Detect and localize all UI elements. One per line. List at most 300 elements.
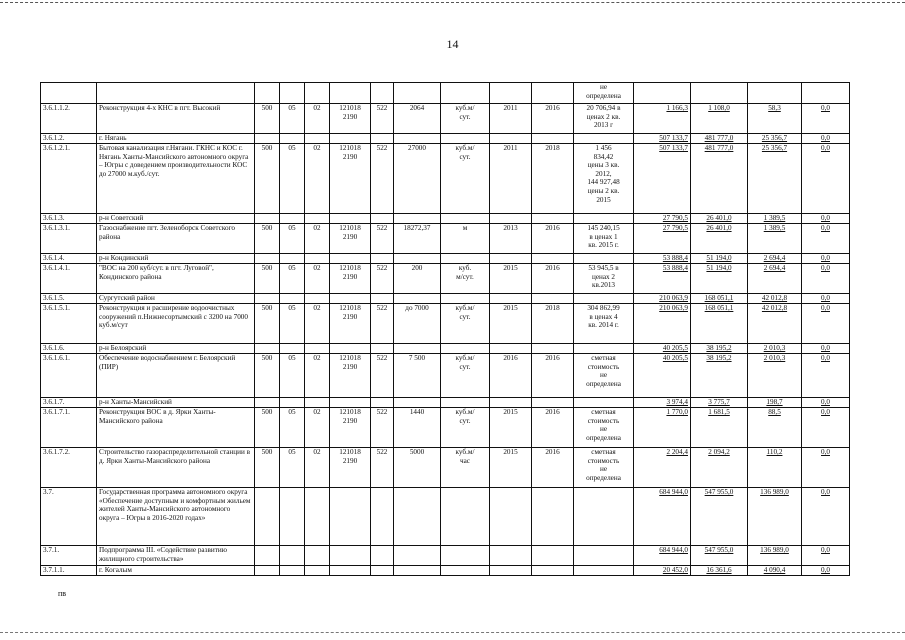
cell-start-year: 2011 [490,144,532,214]
cell-code-subsection [305,398,330,408]
scan-bottom-edge [0,632,905,633]
cell-code-ministry [255,488,280,546]
cell-end-year [532,134,574,144]
cell-district-budget: 547 955,0 [691,546,748,566]
table-row [41,83,850,104]
cell-unit [441,344,490,354]
footer-code: пв [58,589,67,598]
cell-code-expense [371,83,394,104]
cell-total-amount: 2 204,4 [634,448,691,488]
cell-row-number: 3.6.1.7.2. [41,448,97,488]
cell-start-year [490,398,532,408]
cell-code-ministry [255,134,280,144]
cell-end-year: 2016 [532,224,574,254]
table-row [41,144,850,214]
cell-local-budget: 25 356,7 [748,144,802,214]
cell-code-target [330,398,371,408]
cell-code-subsection: 02 [305,304,330,344]
cell-capacity [394,398,441,408]
cell-local-budget: 42 012,8 [748,294,802,304]
cell-district-budget: 481 777,0 [691,144,748,214]
cell-code-expense: 522 [371,304,394,344]
cell-capacity [394,134,441,144]
cell-start-year [490,214,532,224]
cell-estimated-cost: сметная стоимость не определена [574,448,634,488]
cell-row-number: 3.7. [41,488,97,546]
cell-code-ministry [255,254,280,264]
cell-total-amount: 53 888,4 [634,254,691,264]
cell-code-section: 05 [280,354,305,398]
cell-total-amount [634,83,691,104]
cell-code-section [280,546,305,566]
cell-row-number: 3.7.1. [41,546,97,566]
cell-district-budget: 26 401,0 [691,214,748,224]
page-number: 14 [446,37,459,51]
cell-district-budget: 38 195,2 [691,354,748,398]
cell-code-target: 121018 2190 [330,104,371,134]
cell-code-expense: 522 [371,104,394,134]
cell-district-budget: 168 051,1 [691,304,748,344]
cell-total-amount: 684 944,0 [634,546,691,566]
cell-estimated-cost [574,214,634,224]
cell-row-number: 3.6.1.6.1. [41,354,97,398]
cell-code-expense: 522 [371,448,394,488]
cell-district-budget: 1 681,5 [691,408,748,448]
cell-district-budget: 1 108,0 [691,104,748,134]
cell-object-name: Реконструкция и расширение водоочистных сооружений п.Нижнесортымский с 3200 на 7000 куб.м/сут [97,304,255,344]
cell-code-target: 121018 2190 [330,224,371,254]
cell-code-expense [371,254,394,264]
cell-other-sources [802,83,850,104]
cell-district-budget [691,83,748,104]
cell-end-year [532,83,574,104]
cell-end-year [532,294,574,304]
cell-code-expense [371,214,394,224]
cell-code-expense: 522 [371,408,394,448]
cell-row-number: 3.6.1.2.1. [41,144,97,214]
cell-start-year [490,83,532,104]
cell-end-year [532,344,574,354]
cell-code-target [330,254,371,264]
cell-other-sources: 0,0 [802,344,850,354]
cell-code-subsection: 02 [305,264,330,294]
cell-unit: куб.м/ час [441,448,490,488]
cell-unit: куб.м/ сут. [441,144,490,214]
cell-code-section [280,488,305,546]
cell-total-amount: 3 974,4 [634,398,691,408]
table-row [41,488,850,546]
cell-start-year [490,344,532,354]
cell-estimated-cost: 304 862,99 в ценах 4 кв. 2014 г. [574,304,634,344]
cell-object-name: Подпрограмма III. «Содействие развитию жилищного строительства» [97,546,255,566]
table-row [41,354,850,398]
cell-code-section: 05 [280,104,305,134]
cell-estimated-cost [574,134,634,144]
cell-row-number: 3.6.1.5.1. [41,304,97,344]
cell-capacity [394,214,441,224]
cell-capacity [394,294,441,304]
table-row [41,566,850,576]
cell-district-budget: 38 195,2 [691,344,748,354]
cell-capacity [394,344,441,354]
cell-code-expense [371,134,394,144]
cell-code-target: 121018 2190 [330,354,371,398]
cell-estimated-cost: 20 706,94 в ценах 2 кв. 2013 г [574,104,634,134]
cell-other-sources: 0,0 [802,254,850,264]
cell-code-section [280,134,305,144]
cell-object-name: Бытовая канализация г.Нягани. ГКНС и КОС г. Нягань Ханты-Мансийского автономного округа – Югры с доведением производительности КОС до 27000 м.куб./сут. [97,144,255,214]
cell-code-subsection: 02 [305,104,330,134]
cell-total-amount: 27 790,5 [634,224,691,254]
cell-code-ministry [255,546,280,566]
cell-total-amount: 507 133,7 [634,134,691,144]
cell-object-name: р-н Советский [97,214,255,224]
cell-other-sources: 0,0 [802,354,850,398]
cell-capacity: 1440 [394,408,441,448]
cell-local-budget: 2 010,3 [748,344,802,354]
cell-unit [441,134,490,144]
cell-code-subsection: 02 [305,354,330,398]
cell-object-name: р-н Ханты-Мансийский [97,398,255,408]
cell-code-expense [371,488,394,546]
cell-object-name: р-н Белоярский [97,344,255,354]
cell-unit: куб.м/ сут. [441,104,490,134]
cell-local-budget: 198,7 [748,398,802,408]
cell-unit [441,488,490,546]
cell-code-ministry: 500 [255,304,280,344]
cell-code-ministry [255,344,280,354]
cell-code-expense [371,566,394,576]
cell-total-amount: 53 888,4 [634,264,691,294]
cell-other-sources: 0,0 [802,214,850,224]
cell-code-ministry: 500 [255,354,280,398]
table-row [41,546,850,566]
cell-other-sources: 0,0 [802,448,850,488]
cell-unit: куб.м/ сут. [441,408,490,448]
cell-end-year [532,488,574,546]
cell-end-year: 2018 [532,144,574,214]
cell-local-budget: 110,2 [748,448,802,488]
cell-start-year [490,134,532,144]
cell-code-subsection [305,254,330,264]
cell-code-subsection [305,344,330,354]
cell-capacity: 27000 [394,144,441,214]
cell-start-year [490,546,532,566]
cell-code-ministry [255,294,280,304]
cell-capacity: 7 500 [394,354,441,398]
cell-code-ministry [255,214,280,224]
cell-end-year [532,546,574,566]
cell-estimated-cost: 145 240,15 в ценах 1 кв. 2015 г. [574,224,634,254]
cell-other-sources: 0,0 [802,104,850,134]
cell-capacity: 2064 [394,104,441,134]
cell-capacity: 5000 [394,448,441,488]
cell-local-budget: 2 010,3 [748,354,802,398]
cell-object-name: Сургутский район [97,294,255,304]
cell-code-ministry [255,398,280,408]
cell-code-section [280,344,305,354]
cell-other-sources: 0,0 [802,304,850,344]
cell-code-ministry: 500 [255,448,280,488]
cell-code-section: 05 [280,448,305,488]
table-body [41,83,850,576]
cell-unit [441,254,490,264]
cell-unit: куб.м/ сут. [441,304,490,344]
cell-code-section [280,398,305,408]
cell-end-year [532,398,574,408]
cell-end-year: 2018 [532,304,574,344]
cell-total-amount: 20 452,0 [634,566,691,576]
table-row [41,408,850,448]
cell-unit [441,83,490,104]
cell-row-number: 3.6.1.3.1. [41,224,97,254]
cell-code-target [330,214,371,224]
cell-unit: м [441,224,490,254]
cell-end-year: 2016 [532,354,574,398]
cell-code-ministry: 500 [255,144,280,214]
cell-row-number: 3.6.1.3. [41,214,97,224]
cell-other-sources: 0,0 [802,408,850,448]
cell-end-year: 2016 [532,104,574,134]
table-row [41,134,850,144]
cell-capacity [394,566,441,576]
cell-code-expense: 522 [371,224,394,254]
cell-local-budget: 42 012,8 [748,304,802,344]
cell-start-year: 2015 [490,408,532,448]
cell-start-year: 2015 [490,304,532,344]
cell-other-sources: 0,0 [802,224,850,254]
cell-other-sources: 0,0 [802,566,850,576]
cell-code-ministry: 500 [255,264,280,294]
cell-end-year: 2016 [532,408,574,448]
cell-code-expense: 522 [371,264,394,294]
scan-top-edge [0,2,905,3]
cell-other-sources: 0,0 [802,488,850,546]
cell-estimated-cost: 53 945,5 в ценах 2 кв.2013 [574,264,634,294]
cell-code-target [330,488,371,546]
cell-other-sources: 0,0 [802,144,850,214]
cell-unit [441,398,490,408]
cell-end-year [532,566,574,576]
cell-code-expense: 522 [371,144,394,214]
cell-estimated-cost [574,398,634,408]
cell-total-amount: 27 790,5 [634,214,691,224]
cell-unit [441,566,490,576]
cell-object-name: г. Когалым [97,566,255,576]
cell-other-sources: 0,0 [802,134,850,144]
cell-code-section: 05 [280,144,305,214]
cell-code-target: 121018 2190 [330,304,371,344]
table-row [41,264,850,294]
cell-code-expense [371,344,394,354]
cell-start-year: 2013 [490,224,532,254]
cell-code-ministry: 500 [255,408,280,448]
cell-row-number: 3.7.1.1. [41,566,97,576]
cell-district-budget: 51 194,0 [691,264,748,294]
cell-start-year: 2016 [490,354,532,398]
table-row [41,304,850,344]
cell-object-name: Реконструкция ВОС в д. Ярки Ханты-Мансийского района [97,408,255,448]
cell-capacity [394,83,441,104]
table-row [41,294,850,304]
cell-code-target: 121018 2190 [330,448,371,488]
cell-estimated-cost: сметная стоимость не определена [574,354,634,398]
cell-object-name: р-н Кондинский [97,254,255,264]
cell-code-subsection: 02 [305,224,330,254]
cell-object-name: Строительство газораспределительной станции в д. Ярки Ханты-Мансийского района [97,448,255,488]
cell-total-amount: 210 063,9 [634,294,691,304]
cell-code-target [330,134,371,144]
cell-code-subsection: 02 [305,448,330,488]
cell-code-target [330,83,371,104]
cell-object-name: Газоснабжение пгт. Зеленоборск Советского района [97,224,255,254]
cell-code-ministry: 500 [255,224,280,254]
cell-total-amount: 40 205,5 [634,344,691,354]
cell-code-expense [371,398,394,408]
cell-district-budget: 51 194,0 [691,254,748,264]
cell-total-amount: 210 063,9 [634,304,691,344]
cell-end-year [532,214,574,224]
cell-code-section: 05 [280,304,305,344]
cell-code-subsection [305,214,330,224]
cell-local-budget: 136 989,0 [748,488,802,546]
cell-code-target: 121018 2190 [330,144,371,214]
cell-end-year [532,254,574,264]
cell-unit [441,294,490,304]
cell-object-name: Государственная программа автономного округа «Обеспечение доступным и комфортным жильем жителей Ханты-Мансийского автономного округа – Югры в 2016-2020 годах» [97,488,255,546]
table-row [41,104,850,134]
table-row [41,448,850,488]
cell-local-budget: 1 389,5 [748,224,802,254]
cell-code-subsection [305,83,330,104]
cell-object-name: г. Нягань [97,134,255,144]
cell-estimated-cost [574,294,634,304]
cell-row-number: 3.6.1.2. [41,134,97,144]
cell-start-year: 2015 [490,448,532,488]
cell-code-target: 121018 2190 [330,264,371,294]
cell-estimated-cost: сметная стоимость не определена [574,408,634,448]
cell-code-expense [371,294,394,304]
cell-local-budget: 2 694,4 [748,264,802,294]
cell-end-year: 2016 [532,264,574,294]
budget-table [40,82,850,576]
cell-code-section [280,254,305,264]
cell-district-budget: 168 051,1 [691,294,748,304]
cell-capacity: до 7000 [394,304,441,344]
cell-end-year: 2016 [532,448,574,488]
cell-local-budget: 88,5 [748,408,802,448]
table-row [41,254,850,264]
cell-code-subsection [305,134,330,144]
cell-unit: куб.м/ сут. [441,354,490,398]
cell-unit [441,546,490,566]
cell-district-budget: 481 777,0 [691,134,748,144]
cell-row-number: 3.6.1.4.1. [41,264,97,294]
cell-row-number: 3.6.1.5. [41,294,97,304]
cell-district-budget: 547 955,0 [691,488,748,546]
cell-start-year: 2015 [490,264,532,294]
cell-capacity: 200 [394,264,441,294]
table-row [41,398,850,408]
cell-estimated-cost [574,344,634,354]
cell-estimated-cost [574,566,634,576]
cell-other-sources: 0,0 [802,398,850,408]
cell-row-number: 3.6.1.7. [41,398,97,408]
cell-row-number [41,83,97,104]
cell-total-amount: 1 166,3 [634,104,691,134]
cell-row-number: 3.6.1.1.2. [41,104,97,134]
cell-start-year [490,566,532,576]
cell-local-budget [748,83,802,104]
cell-code-ministry [255,566,280,576]
table-row [41,344,850,354]
cell-local-budget: 4 090,4 [748,566,802,576]
cell-estimated-cost [574,488,634,546]
cell-code-target [330,294,371,304]
cell-estimated-cost [574,254,634,264]
cell-code-section: 05 [280,224,305,254]
cell-object-name: Обеспечение водоснабжением г. Белоярский (ПИР) [97,354,255,398]
cell-capacity [394,254,441,264]
cell-estimated-cost [574,546,634,566]
cell-other-sources: 0,0 [802,264,850,294]
cell-start-year [490,254,532,264]
cell-other-sources: 0,0 [802,546,850,566]
cell-row-number: 3.6.1.7.1. [41,408,97,448]
cell-object-name [97,83,255,104]
cell-code-target [330,344,371,354]
cell-local-budget: 58,3 [748,104,802,134]
cell-code-target [330,546,371,566]
cell-estimated-cost: не определена [574,83,634,104]
cell-code-subsection [305,546,330,566]
cell-unit: куб. м/сут. [441,264,490,294]
cell-code-subsection [305,566,330,576]
cell-code-subsection: 02 [305,144,330,214]
cell-code-section [280,566,305,576]
cell-other-sources: 0,0 [802,294,850,304]
cell-start-year [490,294,532,304]
cell-row-number: 3.6.1.4. [41,254,97,264]
cell-start-year [490,488,532,546]
cell-object-name: "ВОС на 200 куб/сут. в пгт. Луговой", Кондинского района [97,264,255,294]
table-row [41,214,850,224]
cell-total-amount: 684 944,0 [634,488,691,546]
cell-capacity: 18272,37 [394,224,441,254]
cell-code-subsection: 02 [305,408,330,448]
cell-code-subsection [305,294,330,304]
cell-row-number: 3.6.1.6. [41,344,97,354]
cell-code-section [280,83,305,104]
cell-district-budget: 26 401,0 [691,224,748,254]
cell-local-budget: 136 989,0 [748,546,802,566]
cell-code-section: 05 [280,264,305,294]
cell-code-expense: 522 [371,354,394,398]
table-row [41,224,850,254]
cell-local-budget: 2 694,4 [748,254,802,264]
cell-district-budget: 2 094,2 [691,448,748,488]
cell-capacity [394,488,441,546]
cell-estimated-cost: 1 456 834,42 цены 3 кв. 2012, 144 927,48 цены 2 кв. 2015 [574,144,634,214]
cell-code-expense [371,546,394,566]
cell-capacity [394,546,441,566]
cell-code-ministry: 500 [255,104,280,134]
cell-total-amount: 1 770,0 [634,408,691,448]
cell-start-year: 2011 [490,104,532,134]
cell-code-target: 121018 2190 [330,408,371,448]
cell-code-section [280,214,305,224]
cell-object-name: Реконструкция 4-х КНС в пгт. Высокий [97,104,255,134]
